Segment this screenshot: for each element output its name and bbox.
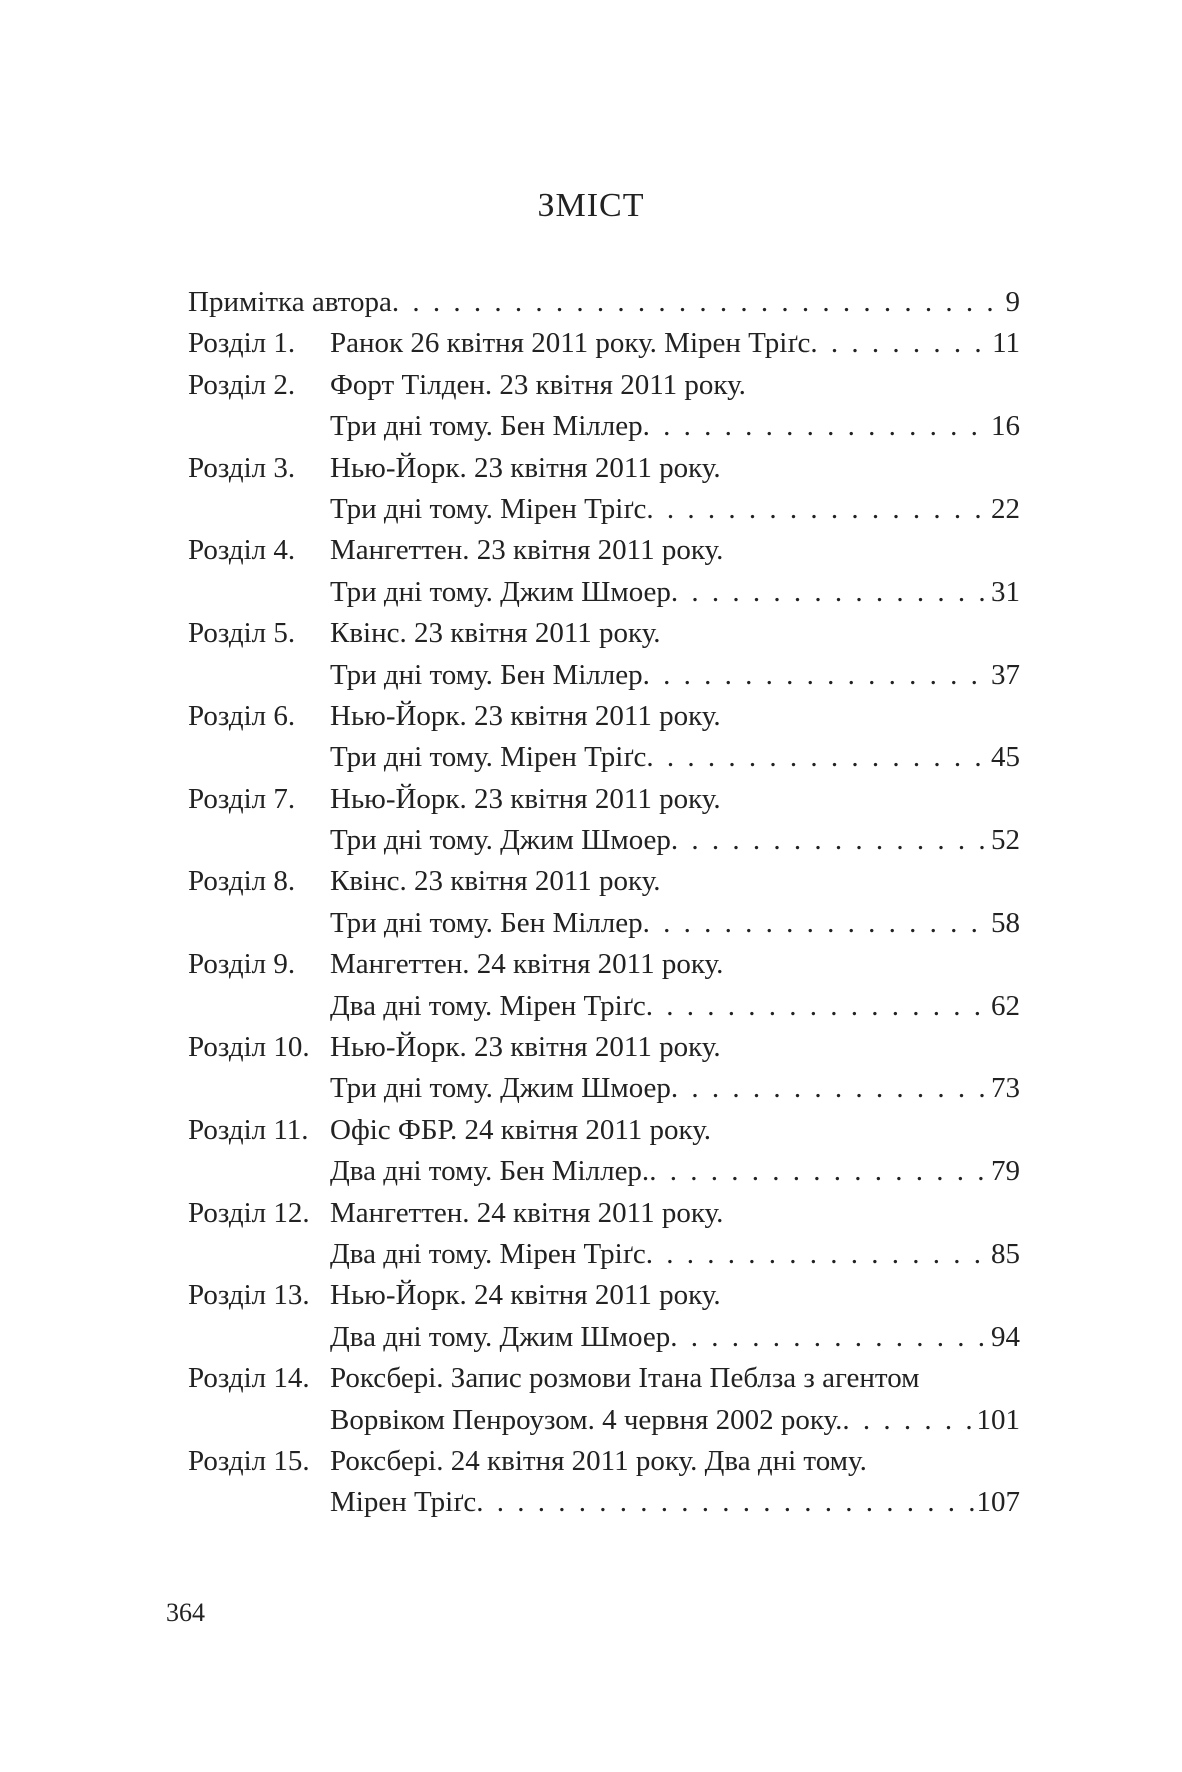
chapter-title-line: Три дні тому. Джим Шмоер <box>330 824 671 857</box>
chapter-title-line: Три дні тому. Бен Міллер <box>330 906 643 939</box>
toc-page-number: 45 <box>991 741 1020 774</box>
toc-entry-chapter <box>188 1027 1020 1110</box>
chapter-title-line: Квінс. 23 квітня 2011 року. <box>330 865 661 898</box>
chapter-title-line: Три дні тому. Бен Міллер <box>330 410 643 443</box>
chapter-title-line: Ворвіком Пенроузом. 4 червня 2002 року. <box>330 1403 843 1436</box>
toc-line <box>188 489 1020 530</box>
chapter-title-line: Нью-Йорк. 23 квітня 2011 року. <box>330 1031 721 1064</box>
toc-page-number: 73 <box>991 1072 1020 1105</box>
toc-entry-chapter <box>188 448 1020 531</box>
toc-entry-title: Примітка автора <box>188 285 392 318</box>
toc-line <box>188 1358 1020 1399</box>
chapter-label: Розділ 4. <box>188 534 296 567</box>
toc-line <box>188 448 1020 489</box>
dot-leader <box>671 1068 991 1109</box>
toc-line <box>188 986 1020 1027</box>
chapter-title-line: Мангеттен. 23 квітня 2011 року. <box>330 534 724 567</box>
dot-leader <box>392 282 1006 323</box>
chapter-label: Розділ 3. <box>188 451 296 484</box>
chapter-label: Розділ 12. <box>188 1196 310 1229</box>
toc-line <box>188 655 1020 696</box>
chapter-title-line: Нью-Йорк. 23 квітня 2011 року. <box>330 699 721 732</box>
toc-line <box>188 1110 1020 1151</box>
toc-page-number: 107 <box>976 1486 1020 1519</box>
toc-line <box>188 696 1020 737</box>
toc-line <box>188 1441 1020 1482</box>
toc-entry-chapter <box>188 861 1020 944</box>
dot-leader <box>646 489 991 530</box>
table-of-contents <box>188 282 1020 1524</box>
toc-line <box>188 1317 1020 1358</box>
toc-entry-chapter <box>188 323 1020 364</box>
toc-line <box>188 1193 1020 1234</box>
dot-leader <box>643 655 991 696</box>
chapter-label: Розділ 1. <box>188 327 296 360</box>
dot-leader <box>643 406 991 447</box>
chapter-title-line: Нью-Йорк. 23 квітня 2011 року. <box>330 782 721 815</box>
toc-page-number: 94 <box>991 1320 1020 1353</box>
dot-leader <box>476 1482 976 1523</box>
chapter-label: Розділ 9. <box>188 948 296 981</box>
toc-line <box>188 779 1020 820</box>
chapter-title-line: Три дні тому. Джим Шмоер <box>330 575 671 608</box>
dot-leader <box>646 1234 991 1275</box>
chapter-label: Розділ 13. <box>188 1279 310 1312</box>
toc-page-number: 37 <box>991 658 1020 691</box>
chapter-title-line: Форт Тілден. 23 квітня 2011 року. <box>330 368 746 401</box>
toc-line <box>188 820 1020 861</box>
toc-line <box>188 944 1020 985</box>
toc-line <box>188 572 1020 613</box>
dot-leader <box>842 1400 976 1441</box>
toc-dotline <box>330 489 1020 530</box>
toc-entry-chapter <box>188 1275 1020 1358</box>
chapter-title-line: Нью-Йорк. 23 квітня 2011 року. <box>330 451 721 484</box>
toc-dotline <box>330 1317 1020 1358</box>
dot-leader <box>670 1317 991 1358</box>
toc-entry-chapter <box>188 944 1020 1027</box>
toc-page-number: 22 <box>991 492 1020 525</box>
chapter-label: Розділ 14. <box>188 1362 310 1395</box>
chapter-label: Розділ 10. <box>188 1031 310 1064</box>
toc-dotline <box>330 323 1020 364</box>
toc-dotline <box>330 1400 1020 1441</box>
toc-dotline <box>330 655 1020 696</box>
toc-dotline <box>330 406 1020 447</box>
dot-leader <box>646 986 991 1027</box>
toc-page-number: 79 <box>991 1155 1020 1188</box>
toc-line <box>188 1400 1020 1441</box>
chapter-title-line: Роксбері. Запис розмови Ітана Пеблза з агентом <box>330 1362 920 1395</box>
toc-line <box>188 323 1020 364</box>
toc-dotline <box>330 1482 1020 1523</box>
toc-page-number: 11 <box>992 327 1020 360</box>
chapter-title-line: Три дні тому. Джим Шмоер <box>330 1072 671 1105</box>
chapter-title-line: Два дні тому. Мірен Тріґс <box>330 989 646 1022</box>
toc-entry-chapter <box>188 1441 1020 1524</box>
dot-leader <box>671 572 991 613</box>
toc-line <box>188 1027 1020 1068</box>
toc-dotline <box>330 1234 1020 1275</box>
toc-line <box>188 903 1020 944</box>
chapter-title-line: Два дні тому. Бен Міллер. <box>330 1155 650 1188</box>
chapter-title-line: Нью-Йорк. 24 квітня 2011 року. <box>330 1279 721 1312</box>
chapter-title-line: Мангеттен. 24 квітня 2011 року. <box>330 948 724 981</box>
chapter-title-line: Три дні тому. Бен Міллер <box>330 658 643 691</box>
page-number: 364 <box>166 1598 205 1627</box>
chapter-title-line: Два дні тому. Джим Шмоер <box>330 1320 671 1353</box>
chapter-label: Розділ 6. <box>188 699 296 732</box>
chapter-title-line: Ранок 26 квітня 2011 року. Мірен Тріґс <box>330 327 811 360</box>
toc-entry-chapter <box>188 365 1020 448</box>
toc-entry-chapter <box>188 1193 1020 1276</box>
toc-dotline <box>330 986 1020 1027</box>
toc-page-number: 16 <box>991 410 1020 443</box>
toc-entry-intro <box>188 282 1020 323</box>
chapter-title-line: Мангеттен. 24 квітня 2011 року. <box>330 1196 724 1229</box>
toc-page-number: 9 <box>1005 285 1020 318</box>
dot-leader <box>643 903 991 944</box>
toc-entry-chapter <box>188 530 1020 613</box>
toc-line <box>188 1151 1020 1192</box>
dot-leader <box>646 737 991 778</box>
toc-line <box>188 1482 1020 1523</box>
toc-line <box>188 737 1020 778</box>
chapter-label: Розділ 2. <box>188 368 296 401</box>
toc-dotline <box>330 903 1020 944</box>
toc-dotline <box>188 282 1020 323</box>
toc-entry-chapter <box>188 1358 1020 1441</box>
toc-line <box>188 1068 1020 1109</box>
toc-page-number: 85 <box>991 1237 1020 1270</box>
toc-page-number: 31 <box>991 575 1020 608</box>
toc-dotline <box>330 1151 1020 1192</box>
toc-entry-chapter <box>188 696 1020 779</box>
toc-line <box>188 861 1020 902</box>
toc-dotline <box>330 1068 1020 1109</box>
toc-dotline <box>330 572 1020 613</box>
dot-leader <box>810 323 992 364</box>
toc-dotline <box>330 737 1020 778</box>
chapter-title-line: Мірен Тріґс <box>330 1486 477 1519</box>
toc-line <box>188 530 1020 571</box>
chapter-label: Розділ 7. <box>188 782 296 815</box>
chapter-title-line: Три дні тому. Мірен Тріґс <box>330 741 647 774</box>
chapter-label: Розділ 15. <box>188 1444 310 1477</box>
toc-line <box>188 365 1020 406</box>
page-title: ЗМІСТ <box>537 187 645 224</box>
toc-entry-chapter <box>188 613 1020 696</box>
chapter-title-line: Офіс ФБР. 24 квітня 2011 року. <box>330 1113 712 1146</box>
dot-leader <box>671 820 991 861</box>
toc-line <box>188 613 1020 654</box>
toc-entry-chapter <box>188 1110 1020 1193</box>
chapter-title-line: Квінс. 23 квітня 2011 року. <box>330 617 661 650</box>
toc-page-number: 58 <box>991 906 1020 939</box>
toc-page-number: 101 <box>976 1403 1020 1436</box>
toc-dotline <box>330 820 1020 861</box>
chapter-title-line: Три дні тому. Мірен Тріґс <box>330 492 647 525</box>
chapter-label: Розділ 5. <box>188 617 296 650</box>
toc-line <box>188 1234 1020 1275</box>
chapter-label: Розділ 8. <box>188 865 296 898</box>
chapter-label: Розділ 11. <box>188 1113 309 1146</box>
chapter-title-line: Два дні тому. Мірен Тріґс <box>330 1237 646 1270</box>
toc-entry-chapter <box>188 779 1020 862</box>
chapter-title-line: Роксбері. 24 квітня 2011 року. Два дні тому. <box>330 1444 867 1477</box>
toc-line <box>188 406 1020 447</box>
toc-page-number: 52 <box>991 824 1020 857</box>
toc-line <box>188 1275 1020 1316</box>
dot-leader <box>649 1151 991 1192</box>
toc-page-number: 62 <box>991 989 1020 1022</box>
